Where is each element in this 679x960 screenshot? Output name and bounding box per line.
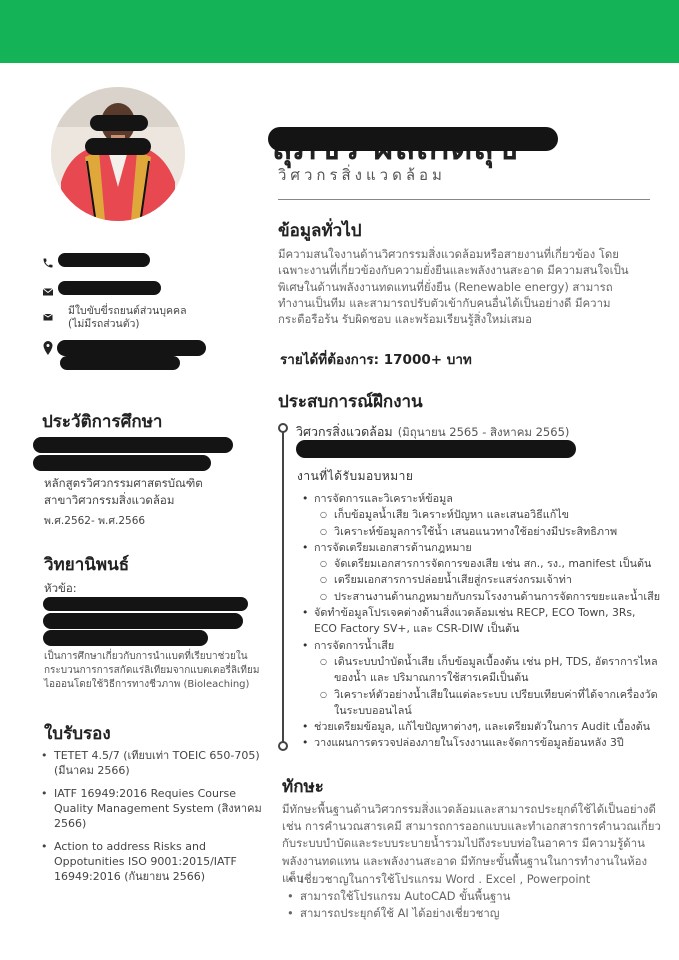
phone-redaction	[58, 253, 150, 267]
task-text: ช่วยเตรียมข้อมูล, แก้ไขปัญหาต่างๆ, และเตรียมตัวในการ Audit เบื้องต้น	[314, 720, 650, 734]
skills-heading: ทักษะ	[282, 777, 324, 797]
task-item	[300, 735, 660, 751]
task-item	[300, 605, 660, 638]
face-redaction	[90, 115, 148, 131]
subtask-item: ○ เก็บข้อมูลน้ำเสีย วิเคราะห์ปัญหา และเสนอวิธีแก้ไข	[314, 507, 660, 523]
desired-salary: รายได้ที่ต้องการ: 17000+ บาท	[280, 352, 472, 368]
thesis-topic-redaction	[43, 597, 248, 611]
face-redaction	[85, 138, 151, 155]
subtask-item: ○ วิเคราะห์ตัวอย่างน้ำเสียในแต่ละระบบ เปรียบเทียบค่าที่ได้จากเครื่องวัดในระบบออนไลน์	[314, 687, 660, 720]
experience-role-line	[296, 421, 569, 442]
skill-item: • สามารถใช้โปรแกรม AutoCAD ขั้นพื้นฐาน	[286, 888, 590, 905]
task-text: จัดทำข้อมูลโปรเจคต่างด้านสิ่งแวดล้อมเช่น RECP, ECO Town, 3Rs, ECO Factory SV+, และ CSR-DIW เป็นต้น	[314, 606, 636, 636]
subtask-list	[314, 507, 660, 540]
task-item	[300, 540, 660, 605]
tasks-heading: งานที่ได้รับมอบหมาย	[297, 469, 414, 483]
timeline-dot-end	[278, 741, 288, 751]
company-redaction	[296, 440, 576, 458]
subtask-item: ○ วิเคราะห์ข้อมูลการใช้น้ำ เสนอแนวทางใช้อย่างมีประสิทธิภาพ	[314, 524, 660, 540]
subtask-list	[314, 556, 660, 605]
task-text: การจัดการน้ำเสีย	[314, 638, 395, 652]
header-divider	[278, 199, 650, 200]
experience-heading: ประสบการณ์ฝึกงาน	[278, 392, 423, 412]
task-list	[300, 491, 660, 752]
certificate-item: • TETET 4.5/7 (เทียบเท่า TOEIC 650-705) (มีนาคม 2566)	[40, 748, 275, 778]
address-redaction	[57, 340, 206, 356]
certificate-item: • IATF 16949:2016 Requies Course Quality Management System (สิงหาคม 2566)	[40, 786, 275, 831]
thesis-topic-redaction	[43, 630, 208, 646]
subtask-list	[314, 654, 660, 719]
task-text: การจัดเตรียมเอกสารด้านกฎหมาย	[314, 540, 472, 554]
thesis-topic-label: หัวข้อ:	[44, 581, 77, 595]
location-pin-icon	[42, 340, 54, 352]
task-item	[300, 719, 660, 735]
degree-name: หลักสูตรวิศวกรรมศาสตรบัณฑิต สาขาวิศวกรรมสิ่งแวดล้อม	[44, 476, 203, 507]
education-years: พ.ศ.2562- พ.ศ.2566	[44, 515, 146, 527]
thesis-topic-redaction	[43, 613, 243, 629]
timeline-line	[282, 430, 284, 748]
general-info-body: มีความสนใจงานด้านวิศวกรรมสิ่งแวดล้อมหรือสายงานที่เกี่ยวข้อง โดยเฉพาะงานที่เกี่ยวข้องกับความยั่งยืนและพลังงานสะอาด มีความสนใจเป็นพิเศษในด้านพลังงานทดแทนที่ยั่งยืน (Renewable energy) สามารถทำงานเป็นทีม และสามารถปรับตัวเข้ากับคนอื่นได้เป็นอย่างดี มีความกระตือรือร้น รับผิดชอบ และพร้อมเรียนรู้สิ่งใหม่เสมอ	[278, 247, 629, 327]
car-icon	[42, 308, 54, 320]
task-text: การจัดการและวิเคราะห์ข้อมูล	[314, 492, 453, 505]
subtask-item: ○ จัดเตรียมเอกสารการจัดการของเสีย เช่น สก., รง., manifest เป็นต้น	[314, 556, 660, 572]
experience-period: (มิถุนายน 2565 - สิงหาคม 2565)	[397, 425, 570, 439]
mail-icon	[42, 283, 54, 295]
task-text: วางแผนการตรวจปล่องภายในโรงงานและจัดการข้อมูลย้อนหลัง 3ปี	[314, 736, 624, 750]
name-redaction	[268, 127, 558, 151]
certificates-heading: ใบรับรอง	[44, 724, 111, 744]
profile-photo	[51, 87, 185, 221]
certificate-item: • Action to address Risks and Oppotunities ISO 9001:2015/IATF 16949:2016 (กันยายน 2566)	[40, 839, 275, 884]
skill-list	[286, 871, 590, 922]
skill-item: • เชี่ยวชาญในการใช้โปรแกรม Word . Excel , Powerpoint	[286, 871, 590, 888]
subtask-item: ○ ประสานงานด้านกฎหมายกับกรมโรงงานด้านการจัดการขยะและน้ำเสีย	[314, 589, 660, 605]
school-redaction	[33, 455, 211, 471]
email-redaction	[58, 281, 161, 295]
skill-item: • สามารถประยุกต์ใช้ AI ได้อย่างเชี่ยวชาญ	[286, 905, 590, 922]
skills-body: มีทักษะพื้นฐานด้านวิศวกรรมสิ่งแวดล้อมและสามารถประยุกต์ใช้ได้เป็นอย่างดี เช่น การคำนวณสารเคมี สามารถการออกแบบและทำเอกสารการคำนวณเกี่ยวกับระบบบำบัดและระบบระบายน้ำรวมไปถึงระบบท่อในอาคาร มีความรู้ด้าน พลังงานทดแทน และพลังงานสะอาด มีทักษะขั้นพื้นฐานในการทำงานในห้องแล็บ	[282, 802, 661, 885]
job-title: วิศวกรสิ่งแวดล้อม	[278, 166, 446, 184]
top-banner	[0, 0, 679, 63]
general-info-heading: ข้อมูลทั่วไป	[278, 221, 362, 241]
certificate-list	[40, 748, 275, 892]
driving-license-text: มีใบขับขี่รถยนต์ส่วนบุคคล (ไม่มีรถส่วนตัว)	[68, 305, 187, 330]
education-heading: ประวัติการศึกษา	[42, 412, 163, 432]
subtask-item: ○ เตรียมเอกสารการปล่อยน้ำเสียสู่กระแสร่งกรมเจ้าท่า	[314, 572, 660, 588]
address-redaction	[60, 356, 180, 370]
task-item	[300, 491, 660, 540]
task-item	[300, 638, 660, 719]
school-redaction	[33, 437, 233, 453]
thesis-heading: วิทยานิพนธ์	[44, 555, 130, 575]
experience-role: วิศวกรสิ่งแวดล้อม	[296, 424, 393, 439]
timeline-dot-start	[278, 423, 288, 433]
thesis-description: เป็นการศึกษาเกี่ยวกับการนำแบตที่เรียบาช่วยในกระบวนการการสกัดแร่ลิเทียมจากแบตเตอรี่ลิเทียมไอออนโดยใช้วิธีการทางชีวภาพ (Bioleaching)	[44, 651, 260, 690]
phone-icon	[42, 254, 54, 266]
subtask-item: ○ เดินระบบบำบัดน้ำเสีย เก็บข้อมูลเบื้องต้น เช่น pH, TDS, อัตราการไหลของน้ำ และ ปริมาณการใช้สารเคมีเป็นต้น	[314, 654, 660, 687]
